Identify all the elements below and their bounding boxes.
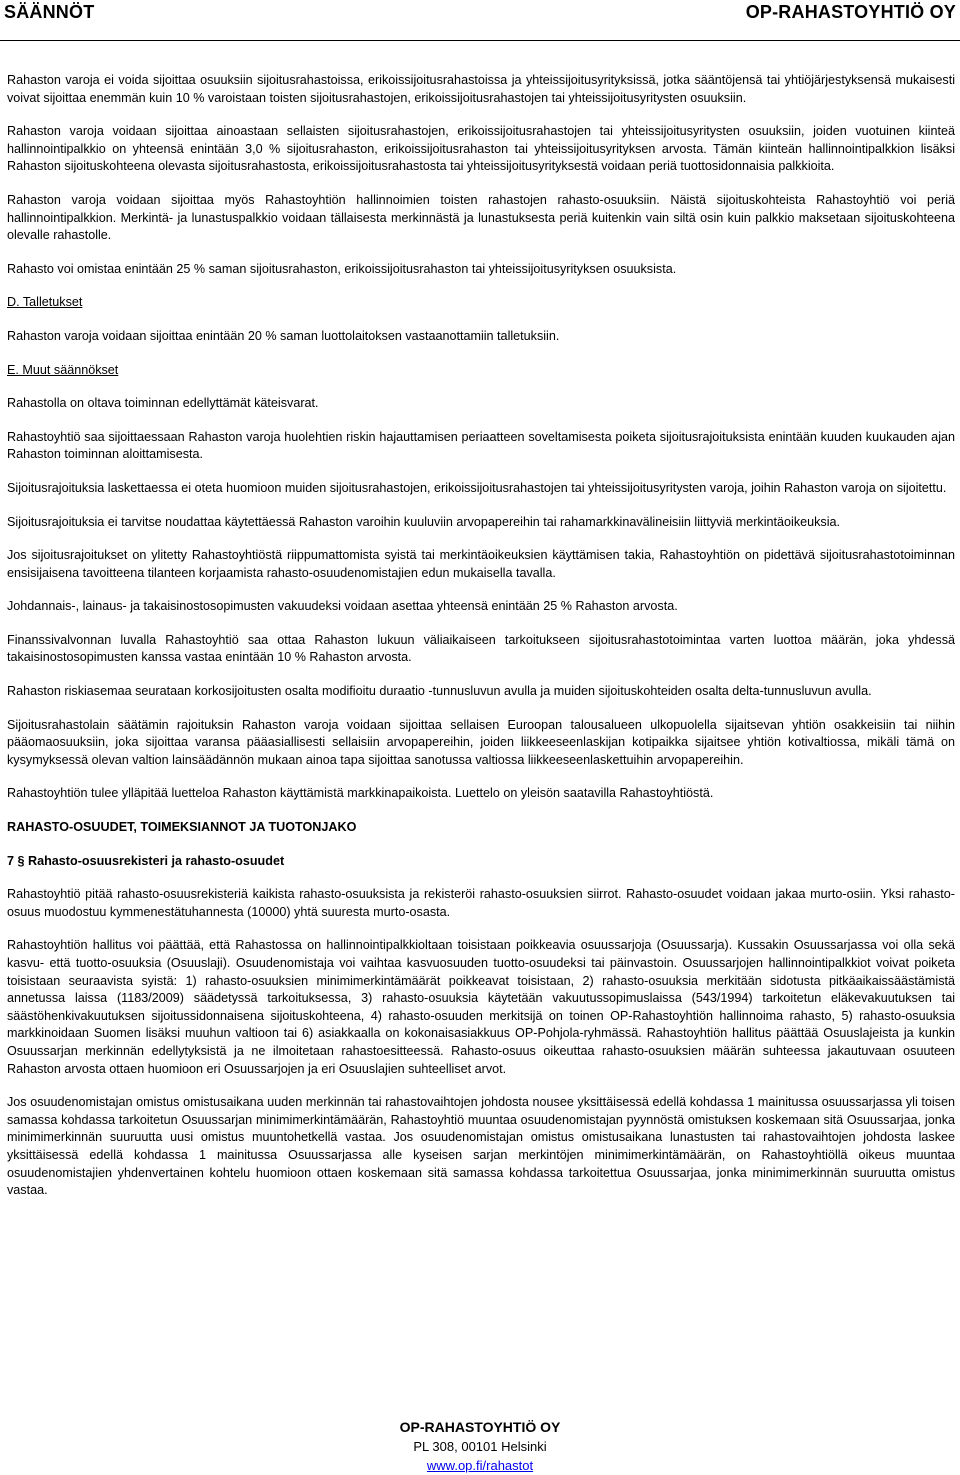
footer-address: PL 308, 00101 Helsinki bbox=[413, 1439, 547, 1454]
paragraph-register: Rahastoyhtiö pitää rahasto-osuusrekisteriä kaikista rahasto-osuuksista ja rekisteröi rahasto-osuuksien siirrot. Rahasto-osuudet voidaan jakaa murto-osiin. Yksi rahasto-osuus muodostuu kymmenestätuhannesta (10000) yhtä suuresta murto-osasta. bbox=[7, 887, 955, 919]
paragraph-non-eea: Sijoitusrahastolain säätämin rajoituksin Rahaston varoja voidaan sijoittaa sellaisen Euroopan talousalueen ulkopuolella sijaitsevan yhtiön osakkeisiin tai niihin pääomaosuuksiin, joka sijoittaa varansa pääasiallisesti sellaisiin arvopapereihin, joiden liikkeeseenlaskijan kotipaikka sijaitsee yhtiön kotivaltiossa, mikäli tämä on kysymyksessä olevan valtion lainsäädännön mukaan ainoa tapa sijoittaa sanotussa valtiossa liikkeeseenlaskettuihin arvopapereihin. bbox=[7, 717, 955, 767]
section-heading-deposits: D. Talletukset bbox=[7, 295, 83, 310]
paragraph-own-funds: Rahaston varoja voidaan sijoittaa myös Rahastoyhtiön hallinnoimien toisten rahastojen rahasto-osuuksiin. Näistä sijoituskohteista Rahastoyhtiö voi periä hallinnointipalkkion. Merkintä- ja lunastuspalkkio voidaan tällaisesta merkinnästä ja lunastuksesta periä kuitenkin vain siltä osin kuin palkkio maksetaan sijoituskohteena olevalle rahastolle. bbox=[7, 192, 955, 243]
chapter-heading-units: RAHASTO-OSUUDET, TOIMEKSIANNOT JA TUOTONJAKO bbox=[7, 820, 357, 835]
paragraph-calculation: Sijoitusrajoituksia laskettaessa ei oteta huomioon muiden sijoitusrahastojen, erikoissijoitusrahastojen tai yhteissijoitusyritysten varoja, joihin Rahaston varoja on sijoitettu. bbox=[7, 480, 947, 495]
paragraph-subscription-rights: Sijoitusrajoituksia ei tarvitse noudattaa käytettäessä Rahaston varoihin kuuluviin arvopapereihin tai rahamarkkinavälineisiin liittyviä merkintäoikeuksia. bbox=[7, 514, 841, 529]
document-title: SÄÄNNÖT bbox=[4, 2, 95, 22]
footer-website-link[interactable]: www.op.fi/rahastot bbox=[426, 1458, 534, 1473]
paragraph-cash: Rahastolla on oltava toiminnan edellyttämät käteisvarat. bbox=[7, 396, 319, 411]
page-footer bbox=[0, 1418, 960, 1475]
paragraph-fund-of-funds-limit: Rahaston varoja ei voida sijoittaa osuuksiin sijoitusrahastoissa, erikoissijoitusrahastoissa ja yhteissijoitusyrityksissä, jotka sääntöjensä tai yhtiöjärjestyksensä mukaisesti voivat sijoittaa enemmän kuin 10 % varoistaan toisten sijoitusrahastojen, erikoissijoitusrahastojen tai yhteissijoitusyritysten osuuksiin. bbox=[7, 73, 955, 105]
paragraph-start-exemption: Rahastoyhtiö saa sijoittaessaan Rahaston varoja huolehtien riskin hajauttamisen periaatteen soveltamisesta poiketa sijoitusrajoituksista enintään kuuden kuukauden ajan Rahaston toiminnan aloittamisesta. bbox=[7, 429, 955, 462]
paragraph-limit-breach: Jos sijoitusrajoitukset on ylitetty Rahastoyhtiöstä riippumattomista syistä tai merkintäoikeuksien käyttämisen takia, Rahastoyhtiön on pidettävä sijoitusrahastotoiminnan ensisijaisena tavoitteena tilanteen korjaamista rahasto-osuudenomistajien edun mukaisella tavalla. bbox=[7, 548, 955, 580]
page-header bbox=[0, 0, 960, 41]
section-heading-other-rules: E. Muut säännökset bbox=[7, 362, 119, 377]
paragraph-credit: Finanssivalvonnan luvalla Rahastoyhtiö saa ottaa Rahaston lukuun väliaikaiseen tarkoitukseen sijoitusrahastotoimintaa varten luottoa määrän, joka yhdessä takaisinostosopimusten kanssa vastaa enintään 10 % Rahaston arvosta. bbox=[7, 632, 955, 665]
paragraph-marketplaces: Rahastoyhtiön tulee ylläpitää luetteloa Rahaston käyttämistä markkinapaikoista. Luettelo on yleisön saatavilla Rahastoyhtiöstä. bbox=[7, 786, 714, 801]
footer-company: OP-RAHASTOYHTIÖ OY bbox=[399, 1419, 561, 1435]
paragraph-deposits: Rahaston varoja voidaan sijoittaa enintään 20 % saman luottolaitoksen vastaanottamiin talletuksiin. bbox=[7, 328, 560, 343]
section-heading-7: 7 § Rahasto-osuusrekisteri ja rahasto-osuudet bbox=[7, 853, 285, 868]
paragraph-unit-series: Rahastoyhtiön hallitus voi päättää, että Rahastossa on hallinnointipalkkioltaan toisistaan poikkeavia osuussarjoja (Osuussarja). Kussakin Osuussarjassa voi olla sekä kasvu- että tuotto-osuuksia (Osuuslaji). Osuudenomistaja voi vaihtaa kasvuosuuden tuotto-osuudeksi tai päinvastoin. Osuussarjojen hallinnointipalkkiot voivat poiketa toisistaan seuraavista syistä: 1) rahasto-osuuksien minimimerkintämäärät poikkeavat toisistaan, 2) rahasto-osuuksia merkitään sidotusta pitkäaikaissäästämistä annetussa laissa (1183/2009) säädetyssä tarkoituksessa, 3) rahasto-osuuksia käytetään vakuutussopimuslaissa (543/1994) tarkoitetun eläkevakuutuksen tai säästöhenkivakuutuksen sijoitussidonnaisena sijoituskohteena, 4) rahasto-osuuden merkitsijä on toinen OP-Rahastoyhtiön hallinnoima rahasto, 5) rahasto-osuuksia markkinoidaan Suomen lisäksi muuhun valtioon tai 6) asiakkaalla on kokonaisasiakkuus OP-Pohjola-ryhmässä. Rahastoyhtiön hallitus päättää Osuuslajeista ja kunkin Osuussarjan merkinnän edellytyksistä ja ne ilmoitetaan rahastoesitteessä. Rahasto-osuus oikeuttaa rahasto-osuuksien määrän suhteessa jakautuvaan osuuteen Rahaston arvosta ottaen huomioon eri Osuussarjojen ja eri Osuuslajien suhteelliset arvot. bbox=[7, 938, 955, 1076]
paragraph-management-fee-limit: Rahaston varoja voidaan sijoittaa ainoastaan sellaisten sijoitusrahastojen, erikoissijoitusrahastojen tai yhteissijoitusyritysten osuuksiin, joiden vuotuinen kiinteä hallinnointipalkkio on yhteensä enintään 3,0 % sijoitusrahaston, erikoissijoitusrahaston tai yhteissijoitusyrityksen arvosta. Tämän kiinteän hallinnointipalkkion lisäksi Rahaston sijoituskohteena olevasta sijoitusrahastosta, erikoissijoitusrahastosta tai yhteissijoitusyrityksestä voidaan periä tuottosidonnaisia palkkioita. bbox=[7, 124, 955, 174]
document-body bbox=[7, 72, 955, 1200]
paragraph-risk: Rahaston riskiasemaa seurataan korkosijoitusten osalta modifioitu duraatio -tunnusluvun avulla ja muiden sijoituskohteiden osalta delta-tunnusluvun avulla. bbox=[7, 684, 872, 699]
paragraph-ownership-limit: Rahasto voi omistaa enintään 25 % saman sijoitusrahaston, erikoissijoitusrahaston tai yhteissijoitusyrityksen osuuksista. bbox=[7, 261, 677, 276]
paragraph-conversion: Jos osuudenomistajan omistus omistusaikana uuden merkinnän tai rahastovaihtojen johdosta nousee yksittäisessä edellä kohdassa 1 mainitussa osuussarjassa yli toisen samassa kohdassa tarkoitetun Osuussarjan minimimerkintämäärän, Rahastoyhtiö muuntaa osuudenomistajan pyynnöstä omistuksen koskemaan sitä Osuussarjaa, jonka minimimerkinnän suuruutta uusi omistus muuntohetkellä vastaa. Jos osuudenomistajan omistus omistusaikana lunastusten tai rahastovaihtojen johdosta laskee yksittäisessä edellä kohdassa 1 mainitussa Osuussarjassa alle kyseisen sarjan merkintöjen minimimerkintämäärän, on Rahastoyhtiöllä oikeus muuntaa osuudenomistajien yhdenvertainen kohtelu huomioon ottaen koskemaan sitä samassa kohdassa tarkoitettua Osuussarjaa, jonka minimimerkinnän suuruutta omistus vastaa. bbox=[7, 1095, 955, 1198]
paragraph-collateral: Johdannais-, lainaus- ja takaisinostosopimusten vakuudeksi voidaan asettaa yhteensä enintään 25 % Rahaston arvosta. bbox=[7, 599, 678, 614]
company-name-header: OP-RAHASTOYHTIÖ OY bbox=[745, 2, 956, 22]
